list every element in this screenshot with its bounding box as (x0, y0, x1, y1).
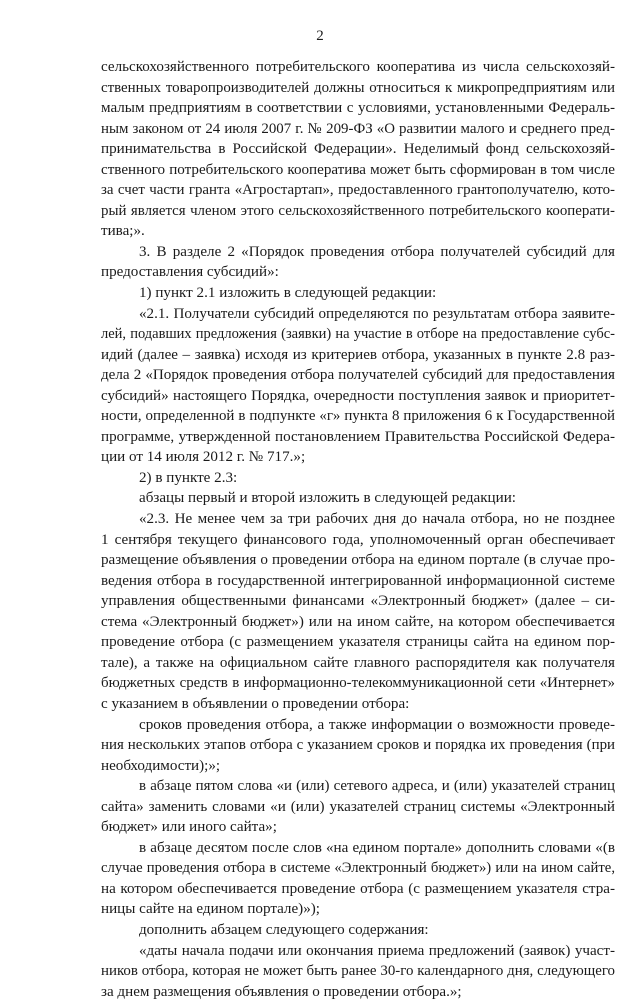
page-number: 2 (316, 28, 324, 44)
text-line: за днем размещения объявления о проведении отбора.»; (101, 983, 462, 1000)
text-line: 2) в пункте 2.3: (139, 469, 238, 486)
text-line: «даты начала подачи или окончания приема предложений (заявок) участ- (139, 942, 615, 959)
text-line: малым предприятиям в соответствии с условиями, установленными Федераль- (101, 100, 615, 117)
text-line: с указанием в объявлении о проведении отбора: (101, 695, 410, 712)
text-line: дела 2 «Порядок проведения отбора получателей субсидий для предоставления (101, 367, 615, 384)
text-line: ным законом от 24 июля 2007 г. № 209-ФЗ «О развитии малого и среднего пред- (101, 120, 615, 137)
text-line: в абзаце десятом после слов «на едином портале» дополнить словами «(в (139, 839, 615, 856)
text-line: сроков проведения отбора, а также информации о возможности проведе- (139, 716, 615, 733)
text-line: размещение объявления о проведении отбора на едином портале (в случае про- (101, 552, 615, 569)
text-line: ственных товаропроизводителей должны относиться к микропредприятиям или (101, 79, 615, 96)
text-line: бюджет» или иного сайта»; (101, 819, 277, 836)
text-line: ции от 14 июля 2012 г. № 717.»; (101, 449, 306, 466)
text-line: в абзаце пятом слова «и (или) сетевого адреса, и (или) указателей страниц (139, 778, 615, 795)
text-line: ников отбора, которая не может быть ранее 30-го календарного дня, следующего (101, 963, 615, 980)
text-line: программе, утвержденной постановлением Правительства Российской Федера- (101, 428, 615, 445)
text-line: абзацы первый и второй изложить в следующей редакции: (139, 490, 516, 507)
document-body (101, 57, 615, 1002)
text-line: «2.1. Получатели субсидий определяются по результатам отбора заявите- (139, 305, 615, 322)
text-line: ственного потребительского кооператива может быть сформирован в том числе (101, 161, 615, 178)
text-line: рый является членом этого сельскохозяйственного потребительского кооперати- (101, 202, 615, 219)
text-line: управления общественными финансами «Электронный бюджет» (далее – си- (101, 593, 615, 610)
text-line: необходимости);»; (101, 757, 221, 774)
text-line: ницы сайте на едином портале)»); (101, 901, 320, 918)
text-line: дополнить абзацем следующего содержания: (139, 921, 429, 938)
text-line: ности, определенной в подпункте «г» пункта 8 приложения 6 к Государственной (101, 408, 615, 425)
text-line: лей, подавших предложения (заявки) на участие в отборе на предоставление субс- (101, 326, 615, 343)
text-line: ния нескольких этапов отбора с указанием сроков и порядка их проведения (при (101, 737, 615, 754)
text-line: бюджетных средств в информационно-телекоммуникационной сети «Интернет» (101, 675, 615, 692)
text-line: субсидий» настоящего Порядка, очередности поступления заявок и приоритет- (101, 387, 615, 404)
text-line: за счет части гранта «Агростартап», предоставленного грантополучателю, кото- (101, 182, 615, 199)
text-line: проведение отбора (с размещением указателя страницы сайта на едином пор- (101, 634, 615, 651)
text-line: предоставления субсидий»: (101, 264, 279, 281)
text-line: сельскохозяйственного потребительского кооператива из числа сельскохозяй- (101, 59, 615, 75)
text-line: принимательства в Российской Федерации». Неделимый фонд сельскохозяй- (101, 141, 615, 158)
text-line: тале), а также на официальном сайте главного распорядителя как получателя (101, 654, 615, 671)
text-line: сайта» заменить словами «и (или) указателей страниц системы «Электронный (101, 798, 615, 815)
text-line: ведения отбора в государственной интегрированной информационной системе (101, 572, 615, 589)
text-line: случае проведения отбора в системе «Электронный бюджет») или на ином сайте, (101, 860, 615, 877)
text-line: 1 сентября текущего финансового года, уполномоченный орган обеспечивает (101, 531, 615, 548)
text-line: 1) пункт 2.1 изложить в следующей редакции: (139, 285, 437, 302)
text-line: 3. В разделе 2 «Порядок проведения отбора получателей субсидий для (139, 243, 615, 260)
text-line: стема «Электронный бюджет») или на ином сайте, на котором обеспечивается (101, 613, 615, 630)
text-line: идий (далее – заявка) исходя из критериев отбора, указанных в пункте 2.8 раз- (101, 346, 615, 363)
text-line: «2.3. Не менее чем за три рабочих дня до начала отбора, но не позднее (139, 511, 615, 528)
text-line: тива;». (101, 223, 145, 240)
text-line: на котором обеспечивается проведение отбора (с размещением указателя стра- (101, 880, 615, 897)
